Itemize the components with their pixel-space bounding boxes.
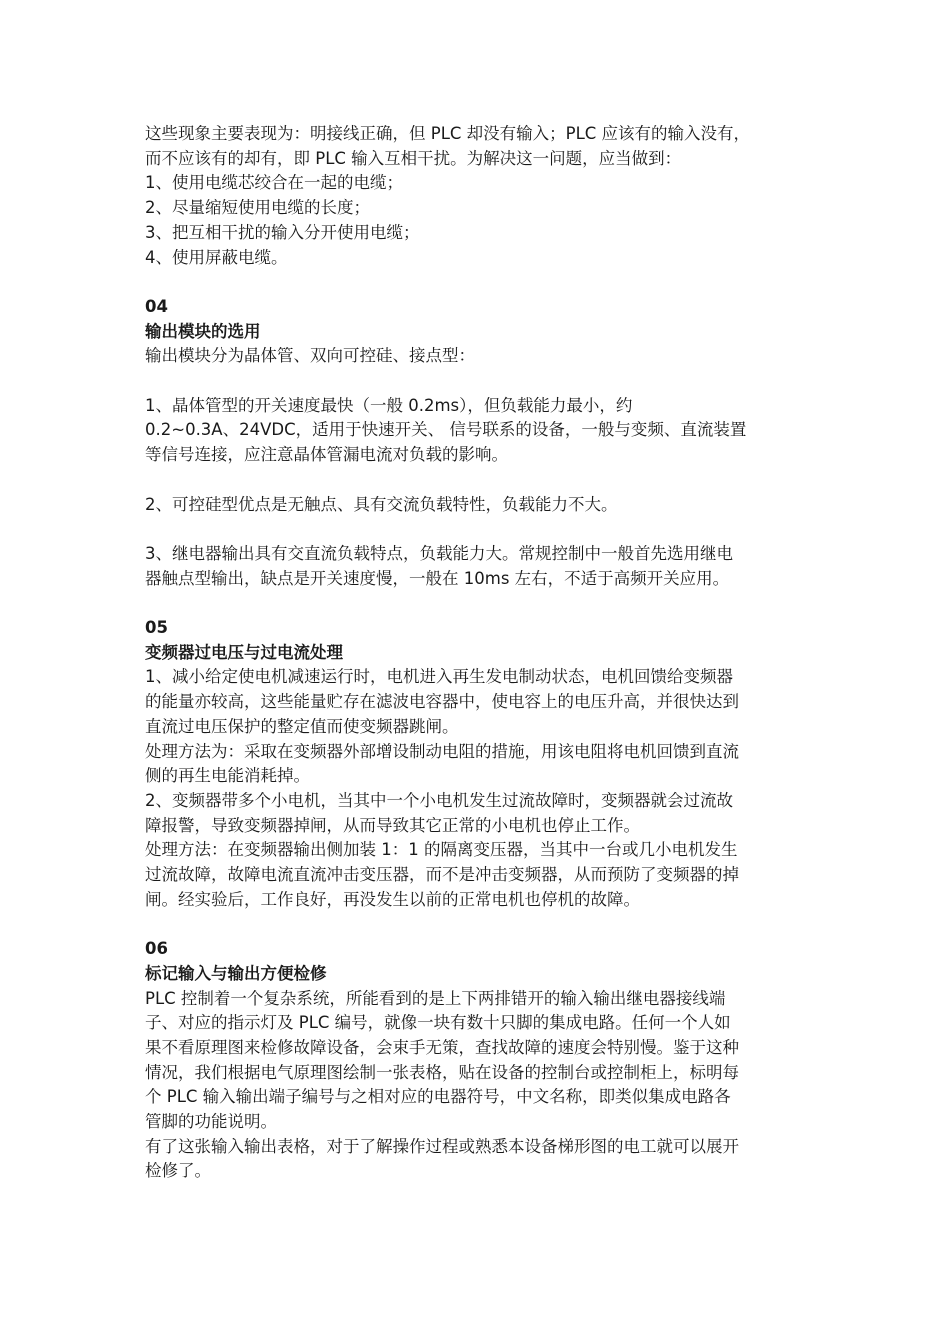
text-line: 直流过电压保护的整定值而使变频器跳闸。 [145,716,459,736]
document-page [145,122,810,1184]
text-line: 等信号连接，应注意晶体管漏电流对负载的影响。 [145,445,508,465]
text-line: 0.2~0.3A、24VDC，适用于快速开关、 信号联系的设备，一般与变频、直流装置 [145,420,747,440]
text-line: 侧的再生电能消耗掉。 [145,766,310,786]
paragraph-gap [145,369,810,394]
section-title: 标记输入与输出方便检修 [145,963,327,983]
text-line: 管脚的功能说明。 [145,1112,277,1132]
paragraph-gap [145,912,810,937]
text-line: 而不应该有的却有，即 PLC 输入互相干扰。为解决这一问题，应当做到： [145,148,682,168]
list-item: 1、使用电缆芯绞合在一起的电缆； [145,173,403,193]
text-line: 有了这张输入输出表格，对于了解操作过程或熟悉本设备梯形图的电工就可以展开 [145,1136,739,1156]
list-item: 3、把互相干扰的输入分开使用电缆； [145,222,420,242]
section-06 [145,937,810,1184]
text-line: 情况，我们根据电气原理图绘制一张表格，贴在设备的控制台或控制柜上，标明每 [145,1062,739,1082]
text-line: 过流故障，故障电流直流冲击变压器，而不是冲击变频器，从而预防了变频器的掉 [145,865,739,885]
section-number: 05 [145,617,168,637]
text-line: 1、晶体管型的开关速度最快（一般 0.2ms），但负载能力最小，约 [145,395,633,415]
section-05 [145,616,810,912]
text-line: 3、继电器输出具有交直流负载特点，负载能力大。常规控制中一般首先选用继电 [145,543,733,563]
text-line: 障报警，导致变频器掉闸，从而导致其它正常的小电机也停止工作。 [145,815,640,835]
paragraph-gap [145,270,810,295]
section-number: 04 [145,296,168,316]
text-line: 2、变频器带多个小电机，当其中一个小电机发生过流故障时，变频器就会过流故 [145,790,733,810]
text-line: 1、减小给定使电机减速运行时，电机进入再生发电制动状态，电机回馈给变频器 [145,667,733,687]
text-line: 输出模块分为晶体管、双向可控硅、接点型： [145,346,475,366]
intro-section [145,122,810,270]
text-line: 2、可控硅型优点是无触点、具有交流负载特性，负载能力不大。 [145,494,618,514]
text-line: 果不看原理图来检修故障设备，会束手无策，查找故障的速度会特别慢。鉴于这种 [145,1037,739,1057]
paragraph-gap [145,468,810,493]
text-line: PLC 控制着一个复杂系统，所能看到的是上下两排错开的输入输出继电器接线端 [145,988,726,1008]
text-line: 处理方法为：采取在变频器外部增设制动电阻的措施，用该电阻将电机回馈到直流 [145,741,739,761]
text-line: 个 PLC 输入输出端子编号与之相对应的电器符号，中文名称，即类似集成电路各 [145,1087,731,1107]
text-line: 的能量亦较高，这些能量贮存在滤波电容器中，使电容上的电压升高，并很快达到 [145,692,739,712]
text-line: 闸。经实验后，工作良好，再没发生以前的正常电机也停机的故障。 [145,889,640,909]
section-04 [145,295,810,591]
section-title: 输出模块的选用 [145,321,261,341]
text-line: 处理方法：在变频器输出侧加装 1：1 的隔离变压器，当其中一台或几小电机发生 [145,840,738,860]
text-line: 子、对应的指示灯及 PLC 编号，就像一块有数十只脚的集成电路。任何一个人如 [145,1013,731,1033]
list-item: 2、尽量缩短使用电缆的长度； [145,198,370,218]
text-line: 器触点型输出，缺点是开关速度慢，一般在 10ms 左右，不适于高频开关应用。 [145,568,730,588]
text-line: 这些现象主要表现为：明接线正确，但 PLC 却没有输入；PLC 应该有的输入没有， [145,124,751,143]
section-number: 06 [145,939,168,959]
paragraph-gap [145,517,810,542]
section-title: 变频器过电压与过电流处理 [145,642,343,662]
paragraph-gap [145,591,810,616]
text-line: 检修了。 [145,1161,211,1181]
list-item: 4、使用屏蔽电缆。 [145,247,288,267]
